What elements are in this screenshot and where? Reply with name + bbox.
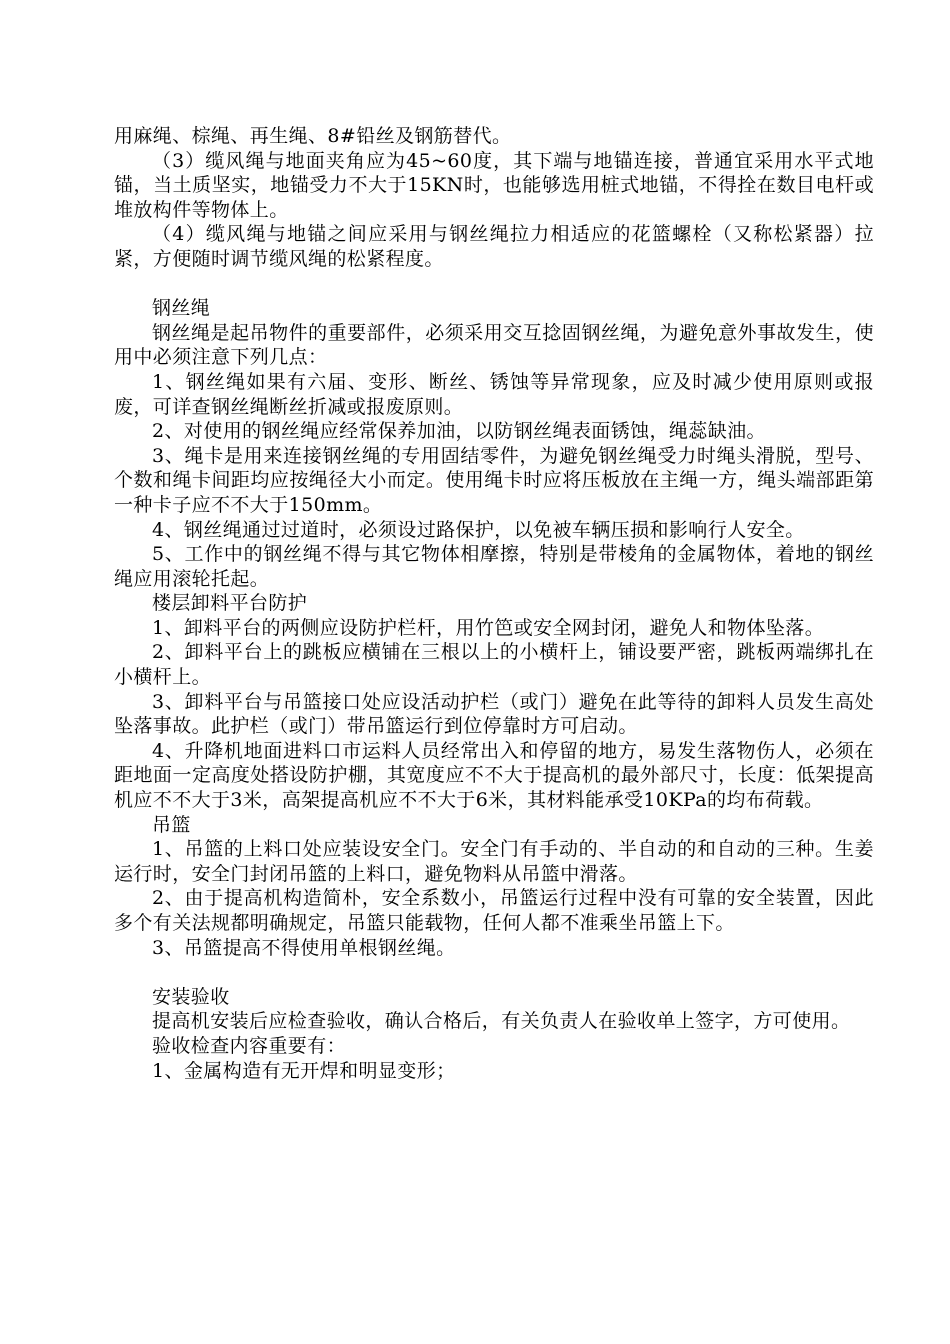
heading-unloading-platform: 楼层卸料平台防护 [152, 592, 308, 615]
heading-installation-acceptance: 安装验收 [152, 985, 230, 1008]
paragraph-continuation: 用麻绳、棕绳、再生绳、8#铅丝及钢筋替代。 [114, 125, 512, 147]
paragraph-wire-rope-item-3: 3、绳卡是用来连接钢丝绳的专用固结零件，为避免钢丝绳受力时绳头滑脱，型号、个数和绳卡间距均应按绳径大小而定。使用绳卡时应将压板放在主绳一方，绳头端部距第一种卡子应不不大于150mm。 [114, 444, 874, 516]
paragraph-platform-item-2: 2、卸料平台上的跳板应横铺在三根以上的小横杆上，铺设要严密，跳板两端绑扎在小横杆上。 [114, 641, 874, 689]
paragraph-wire-rope-item-1: 1、钢丝绳如果有六届、变形、断丝、锈蚀等异常现象，应及时减少使用原则或报废，可详查钢丝绳断丝折减或报废原则。 [114, 370, 874, 418]
paragraph-guy-rope-angle: （3）缆风绳与地面夹角应为45~60度，其下端与地锚连接，普通宜采用水平式地锚，当土质坚实，地锚受力不大于15KN时，也能够选用桩式地锚，不得拴在数目电杆或堆放构件等物体上。 [114, 149, 874, 221]
paragraph-turnbuckle: （4）缆风绳与地锚之间应采用与钢丝绳拉力相适应的花篮螺栓（又称松紧器）拉紧，方便随时调节缆风绳的松紧程度。 [114, 223, 874, 270]
paragraph-wire-rope-item-2: 2、对使用的钢丝绳应经常保养加油，以防钢丝绳表面锈蚀，绳蕊缺油。 [152, 420, 766, 443]
paragraph-acceptance-intro: 提高机安装后应检查验收，确认合格后，有关负责人在验收单上签字，方可使用。 [152, 1010, 851, 1033]
heading-hanging-basket: 吊篮 [152, 813, 191, 836]
paragraph-basket-item-2: 2、由于提高机构造简朴，安全系数小，吊篮运行过程中没有可靠的安全装置，因此多个有关法规都明确规定，吊篮只能载物，任何人都不准乘坐吊篮上下。 [114, 887, 874, 934]
paragraph-acceptance-item-1: 1、金属构造有无开焊和明显变形； [152, 1059, 456, 1082]
paragraph-platform-item-1: 1、卸料平台的两侧应设防护栏杆，用竹笆或安全网封闭，避免人和物体坠落。 [152, 616, 825, 639]
heading-wire-rope: 钢丝绳 [152, 297, 211, 320]
blank-line [114, 272, 874, 297]
paragraph-wire-rope-item-4: 4、钢丝绳通过过道时，必须设过路保护，以免被车辆压损和影响行人安全。 [152, 518, 805, 541]
paragraph-wire-rope-intro: 钢丝绳是起吊物件的重要部件，必须采用交互捻固钢丝绳，为避免意外事故发生，使用中必须注意下列几点： [114, 321, 874, 369]
blank-line [114, 960, 874, 985]
paragraph-wire-rope-item-5: 5、工作中的钢丝绳不得与其它物体相摩擦，特别是带棱角的金属物体，着地的钢丝绳应用滚轮托起。 [114, 543, 874, 590]
paragraph-acceptance-contents: 验收检查内容重要有： [152, 1034, 347, 1057]
paragraph-platform-item-3: 3、卸料平台与吊篮接口处应设活动护栏（或门）避免在此等待的卸料人员发生高处坠落事故。此护栏（或门）带吊篮运行到位停靠时方可启动。 [114, 690, 874, 738]
paragraph-basket-item-3: 3、吊篮提高不得使用单根钢丝绳。 [152, 936, 456, 959]
paragraph-platform-item-4: 4、升降机地面进料口市运料人员经常出入和停留的地方，易发生落物伤人，必须在距地面一定高度处搭设防护棚，其宽度应不不大于提高机的最外部尺寸，长度：低架提高机应不不大于3米，高架提高机应不不大于6米，其材料能承受10KPa的均布荷载。 [114, 739, 874, 812]
document-page [114, 124, 874, 1083]
paragraph-basket-item-1: 1、吊篮的上料口处应装设安全门。安全门有手动的、半自动的和自动的三种。生姜运行时，安全门封闭吊篮的上料口，避免物料从吊篮中滑落。 [114, 838, 874, 885]
